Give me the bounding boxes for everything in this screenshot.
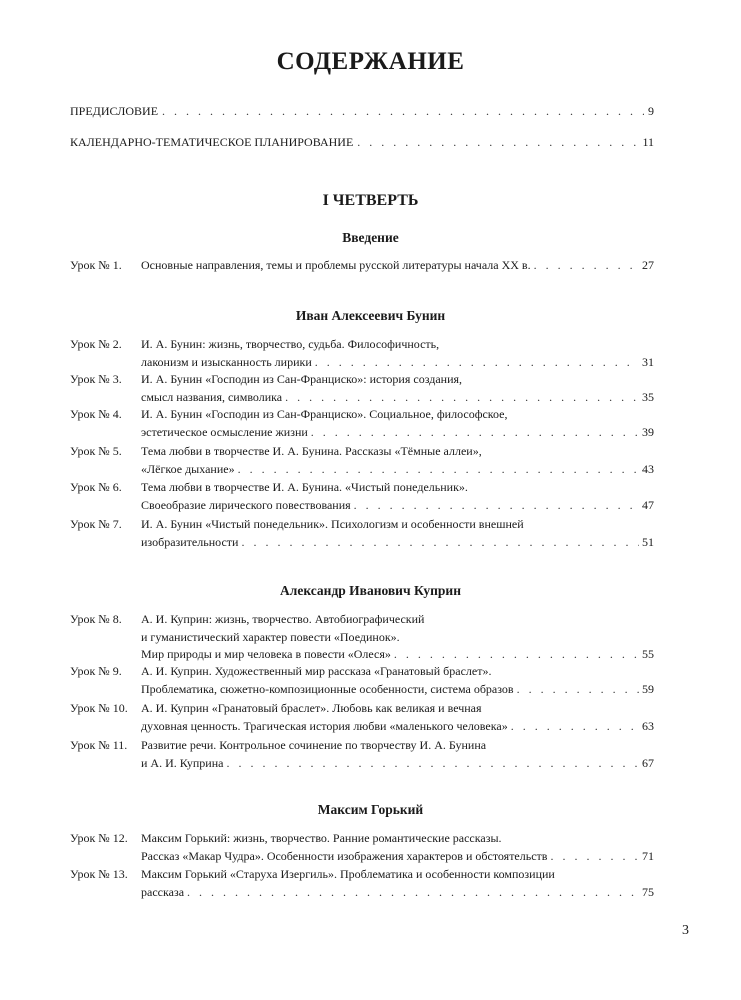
entry-page: 11 bbox=[642, 135, 654, 149]
lesson-title-line: смысл названия, символика bbox=[141, 389, 283, 404]
lesson-title-line: Тема любви в творчестве И. А. Бунина. Рассказы «Тёмные аллеи», bbox=[141, 444, 482, 458]
toc-lesson-entry[interactable] bbox=[70, 257, 654, 275]
lesson-page: 55 bbox=[642, 647, 654, 661]
lesson-title-line: И. А. Бунин «Чистый понедельник». Психологизм и особенности внешней bbox=[141, 517, 524, 531]
lesson-title-line: Максим Горький: жизнь, творчество. Ранние романтические рассказы. bbox=[141, 831, 502, 845]
toc-entry-planning[interactable] bbox=[70, 135, 654, 153]
toc-entry-preface[interactable] bbox=[70, 104, 654, 122]
lesson-page: 59 bbox=[642, 681, 654, 696]
lesson-title-line: А. И. Куприн: жизнь, творчество. Автобиографический bbox=[141, 612, 425, 626]
dot-leader bbox=[534, 257, 639, 275]
lesson-title-line: Рассказ «Макар Чудра». Особенности изображения характеров и обстоятельств bbox=[141, 848, 548, 863]
dot-leader bbox=[357, 135, 638, 150]
dot-leader bbox=[315, 354, 639, 372]
lesson-title-line: рассказа bbox=[141, 884, 185, 899]
lesson-title-line: А. И. Куприн «Гранатовый браслет». Любовь как великая и вечная bbox=[141, 701, 482, 715]
lesson-number: Урок № 2. bbox=[70, 337, 122, 351]
section-title: Александр Иванович Куприн bbox=[280, 583, 461, 598]
dot-leader bbox=[550, 848, 639, 866]
lesson-page: 63 bbox=[642, 718, 654, 733]
lesson-title-line: духовная ценность. Трагическая история любви «маленького человека» bbox=[141, 718, 508, 733]
dot-leader bbox=[238, 461, 639, 479]
dot-leader bbox=[187, 884, 639, 902]
lesson-page: 75 bbox=[642, 884, 654, 899]
dot-leader bbox=[354, 497, 639, 515]
entry-label: КАЛЕНДАРНО-ТЕМАТИЧЕСКОЕ ПЛАНИРОВАНИЕ bbox=[70, 135, 354, 149]
toc-lesson-entry[interactable] bbox=[70, 663, 654, 698]
lesson-number: Урок № 13. bbox=[70, 867, 128, 881]
dot-leader bbox=[517, 681, 639, 699]
lesson-number: Урок № 3. bbox=[70, 372, 122, 386]
lesson-title-line: лаконизм и изысканность лирики bbox=[141, 354, 312, 369]
dot-leader bbox=[226, 755, 639, 773]
dot-leader bbox=[394, 646, 639, 664]
toc-lesson-entry[interactable] bbox=[70, 830, 654, 865]
lesson-page: 43 bbox=[642, 461, 654, 476]
lesson-page: 39 bbox=[642, 424, 654, 439]
dot-leader bbox=[511, 718, 639, 736]
lesson-title-line: Максим Горький «Старуха Изергиль». Проблематика и особенности композиции bbox=[141, 867, 555, 881]
lesson-number: Урок № 9. bbox=[70, 664, 122, 678]
toc-lesson-entry[interactable] bbox=[70, 700, 654, 735]
page-number: 3 bbox=[682, 923, 689, 938]
section-title: Введение bbox=[342, 230, 399, 245]
dot-leader bbox=[162, 104, 644, 119]
lesson-title-line: И. А. Бунин «Господин из Сан-Франциско». Социальное, философское, bbox=[141, 407, 508, 421]
dot-leader bbox=[241, 534, 639, 552]
lesson-title-line: эстетическое осмысление жизни bbox=[141, 424, 308, 439]
lesson-page: 31 bbox=[642, 354, 654, 369]
lesson-title-line: И. А. Бунин: жизнь, творчество, судьба. Философичность, bbox=[141, 337, 440, 351]
section-title: Иван Алексеевич Бунин bbox=[295, 308, 446, 323]
toc-lesson-entry[interactable] bbox=[70, 479, 654, 514]
lesson-title-line: и А. И. Куприна bbox=[141, 755, 224, 770]
quarter-heading: I ЧЕТВЕРТЬ bbox=[322, 192, 419, 209]
lesson-number: Урок № 12. bbox=[70, 831, 128, 845]
toc-lesson-entry[interactable] bbox=[70, 371, 654, 406]
lesson-page: 47 bbox=[642, 497, 654, 512]
lesson-title-line: изобразительности bbox=[141, 534, 239, 549]
toc-lesson-entry[interactable] bbox=[70, 336, 654, 371]
lesson-page: 27 bbox=[642, 258, 654, 272]
lesson-page: 71 bbox=[642, 848, 654, 863]
lesson-title-line: Своеобразие лирического повествования bbox=[141, 497, 351, 512]
lesson-number: Урок № 6. bbox=[70, 480, 122, 494]
lesson-number: Урок № 8. bbox=[70, 612, 122, 626]
lesson-number: Урок № 11. bbox=[70, 738, 128, 752]
lesson-title-line: Проблематика, сюжетно-композиционные особенности, система образов bbox=[141, 681, 514, 696]
lesson-title-line: Тема любви в творчестве И. А. Бунина. «Чистый понедельник». bbox=[141, 480, 468, 494]
lesson-title-line: «Лёгкое дыхание» bbox=[141, 461, 235, 476]
entry-page: 9 bbox=[648, 104, 654, 118]
lesson-title-line: и гуманистический характер повести «Поединок». bbox=[141, 629, 400, 644]
toc-lesson-entry[interactable] bbox=[70, 611, 654, 664]
lesson-number: Урок № 5. bbox=[70, 444, 122, 458]
lesson-title-line: А. И. Куприн. Художественный мир рассказа «Гранатовый браслет». bbox=[141, 664, 492, 678]
toc-lesson-entry[interactable] bbox=[70, 516, 654, 551]
entry-label: ПРЕДИСЛОВИЕ bbox=[70, 104, 159, 118]
lesson-number: Урок № 1. bbox=[70, 258, 122, 272]
lesson-page: 35 bbox=[642, 389, 654, 404]
dot-leader bbox=[285, 389, 639, 407]
lesson-number: Урок № 7. bbox=[70, 517, 122, 531]
toc-lesson-entry[interactable] bbox=[70, 406, 654, 441]
lesson-page: 51 bbox=[642, 534, 654, 549]
toc-lesson-entry[interactable] bbox=[70, 737, 654, 772]
lesson-title-line: Мир природы и мир человека в повести «Олеся» bbox=[141, 647, 391, 661]
lesson-page: 67 bbox=[642, 755, 654, 770]
page-title: СОДЕРЖАНИЕ bbox=[276, 48, 465, 75]
lesson-number: Урок № 4. bbox=[70, 407, 122, 421]
dot-leader bbox=[311, 424, 639, 442]
toc-lesson-entry[interactable] bbox=[70, 443, 654, 478]
lesson-number: Урок № 10. bbox=[70, 701, 128, 715]
lesson-title-line: Развитие речи. Контрольное сочинение по творчеству И. А. Бунина bbox=[141, 738, 487, 752]
section-title: Максим Горький bbox=[317, 802, 424, 817]
lesson-title-line: И. А. Бунин «Господин из Сан-Франциско»: история создания, bbox=[141, 372, 463, 386]
lesson-title-line: Основные направления, темы и проблемы русской литературы начала XX в. bbox=[141, 258, 531, 272]
toc-lesson-entry[interactable] bbox=[70, 866, 654, 901]
